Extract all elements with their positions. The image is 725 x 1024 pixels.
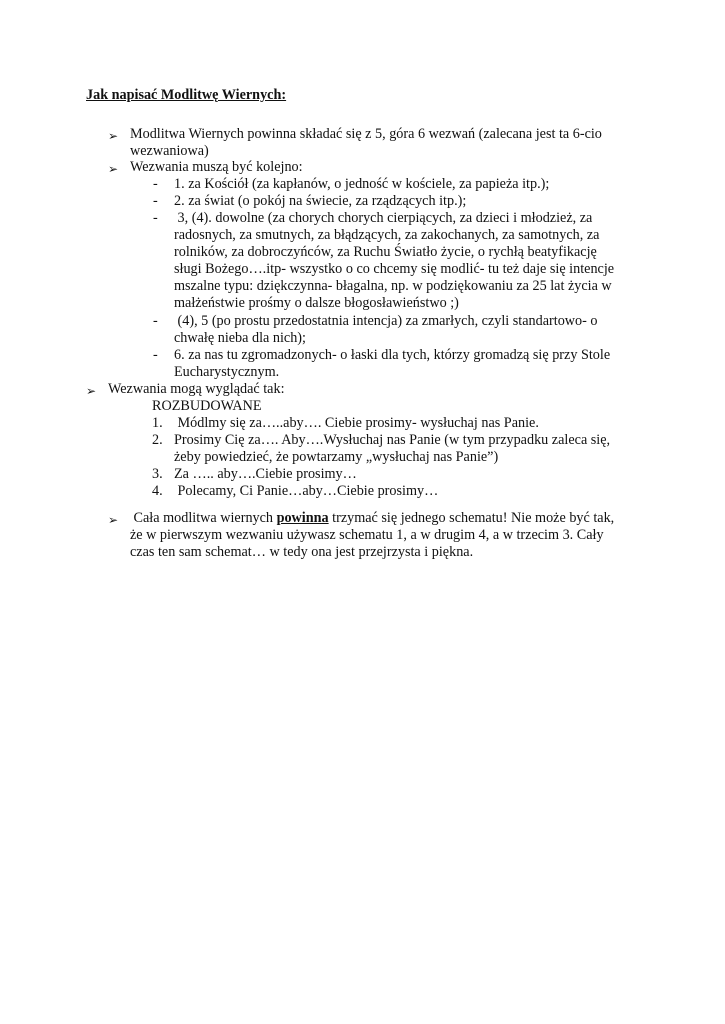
dash-marker: - bbox=[153, 347, 158, 363]
bullet-4-line-2: że w pierwszym wezwaniu używasz schematu 1, a w drugim 4, a w trzecim 3. Cały bbox=[130, 527, 604, 543]
section-heading: ROZBUDOWANE bbox=[152, 398, 262, 414]
list-item-line: mszalne typu: dziękczynna- błagalna, np. w podziękowaniu za 25 lat życia w bbox=[174, 278, 612, 294]
list-number: 4. bbox=[152, 483, 163, 499]
list-item-line: Prosimy Cię za…. Aby….Wysłuchaj nas Panie (w tym przypadku zaleca się, bbox=[174, 432, 611, 448]
emphasis-powinna: powinna bbox=[276, 510, 329, 526]
arrow-bullet-icon: ➢ bbox=[86, 384, 97, 398]
list-item: Za ….. aby….Ciebie prosimy… bbox=[174, 466, 357, 482]
dash-marker: - bbox=[153, 313, 158, 329]
list-item-line: małżeństwie prośmy o dalsze błogosławieństwo ;) bbox=[174, 295, 459, 311]
list-item-line: Eucharystycznym. bbox=[174, 364, 280, 380]
list-item: 2. za świat (o pokój na świecie, za rządzących itp.); bbox=[174, 193, 467, 209]
arrow-bullet-icon: ➢ bbox=[108, 129, 119, 143]
bullet-4-line-3: czas ten sam schemat… w tedy ona jest przejrzysta i piękna. bbox=[130, 544, 474, 560]
list-item: Polecamy, Ci Panie…aby…Ciebie prosimy… bbox=[174, 483, 439, 499]
bullet-4-line-1: Cała modlitwa wiernych powinna trzymać się jednego schematu! Nie może być tak, bbox=[130, 510, 615, 526]
list-item: Módlmy się za…..aby…. Ciebie prosimy- wysłuchaj nas Panie. bbox=[174, 415, 539, 431]
bullet-1-line-1: Modlitwa Wiernych powinna składać się z 5, góra 6 wezwań (zalecana jest ta 6-cio bbox=[130, 126, 602, 142]
arrow-bullet-icon: ➢ bbox=[108, 513, 119, 527]
list-item-line: 6. za nas tu zgromadzonych- o łaski dla tych, którzy gromadzą się przy Stole bbox=[174, 347, 611, 363]
bullet-2-text: Wezwania muszą być kolejno: bbox=[130, 159, 303, 175]
bullet-3-text: Wezwania mogą wyglądać tak: bbox=[108, 381, 285, 397]
bullet-1-line-2: wezwaniowa) bbox=[130, 143, 209, 159]
dash-marker: - bbox=[153, 210, 158, 226]
arrow-bullet-icon: ➢ bbox=[108, 162, 119, 176]
list-item-line: żeby powiedzieć, że powtarzamy „wysłuchaj nas Panie”) bbox=[174, 449, 499, 465]
dash-marker: - bbox=[153, 176, 158, 192]
list-number: 1. bbox=[152, 415, 163, 431]
list-item-line: (4), 5 (po prostu przedostatnia intencja) za zmarłych, czyli standartowo- o bbox=[174, 313, 598, 329]
list-item-line: radosnych, za smutnych, za błądzących, za zakochanych, za samotnych, za bbox=[174, 227, 600, 243]
list-item-line: sługi Bożego….itp- wszystko o co chcemy się modlić- tu też daje się intencje bbox=[174, 261, 615, 277]
list-item-line: rolników, za dobroczyńców, za Ruchu Światło życie, o rychłą beatyfikację bbox=[174, 244, 597, 260]
list-item-line: 3, (4). dowolne (za chorych chorych cierpiących, za dzieci i młodzież, za bbox=[174, 210, 593, 226]
list-number: 2. bbox=[152, 432, 163, 448]
page-title: Jak napisać Modlitwę Wiernych: bbox=[86, 87, 287, 103]
list-item-line: chwałę nieba dla nich); bbox=[174, 330, 306, 346]
dash-marker: - bbox=[153, 193, 158, 209]
list-number: 3. bbox=[152, 466, 163, 482]
list-item: 1. za Kościół (za kapłanów, o jedność w kościele, za papieża itp.); bbox=[174, 176, 550, 192]
